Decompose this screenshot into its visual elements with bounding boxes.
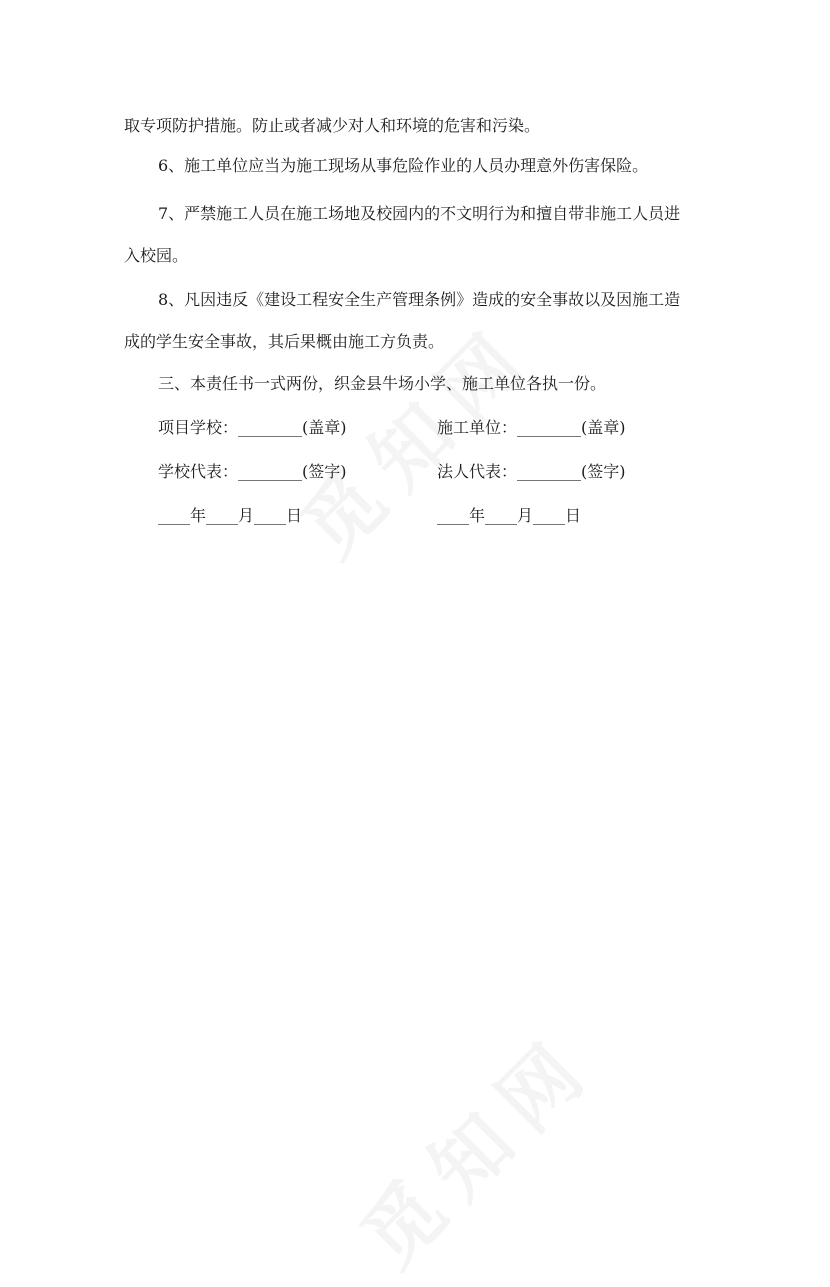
paragraph-line: 6、施工单位应当为施工现场从事危险作业的人员办理意外伤害保险。 bbox=[158, 156, 649, 175]
paragraph-line: 三、本责任书一式两份，织金县牛场小学、施工单位各执一份。 bbox=[158, 374, 607, 393]
date-field-left: ____年____月____日 bbox=[158, 506, 303, 525]
school-rep-field: 学校代表：________(签字) bbox=[158, 462, 347, 481]
watermark bbox=[333, 1005, 616, 1287]
contractor-seal-field: 施工单位：________(盖章) bbox=[437, 418, 626, 437]
paragraph-line: 入校园。 bbox=[124, 246, 189, 265]
school-seal-field: 项目学校：________(盖章) bbox=[158, 418, 347, 437]
paragraph-line: 成的学生安全事故，其后果概由施工方负责。 bbox=[124, 332, 445, 351]
paragraph-line: 取专项防护措施。防止或者减少对人和环境的危害和污染。 bbox=[124, 116, 541, 135]
legal-rep-field: 法人代表：________(签字) bbox=[437, 462, 626, 481]
date-field-right: ____年____月____日 bbox=[437, 506, 582, 525]
paragraph-line: 7、严禁施工人员在施工场地及校园内的不文明行为和擅自带非施工人员进 bbox=[158, 204, 681, 223]
paragraph-line: 8、凡因违反《建设工程安全生产管理条例》造成的安全事故以及因施工造 bbox=[158, 290, 681, 309]
